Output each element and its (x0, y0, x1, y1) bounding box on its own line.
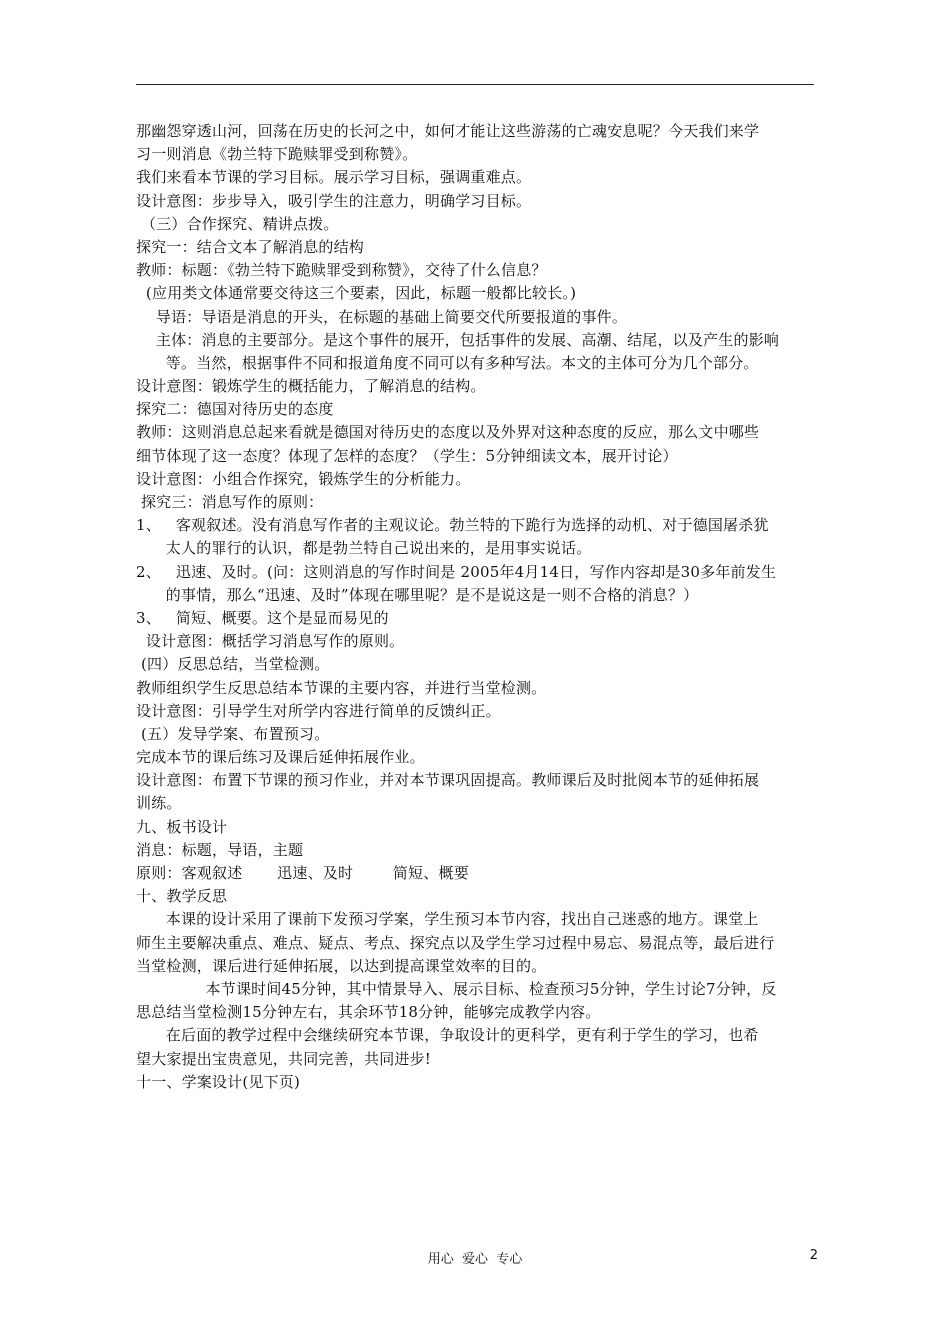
list-item: 1、 客观叙述。没有消息写作者的主观议论。勃兰特的下跪行为选择的动机、对于德国屠杀犹 (136, 516, 769, 535)
text-line: 教师：这则消息总起来看就是德国对待历史的态度以及外界对这种态度的反应，那么文中哪些 (136, 423, 760, 442)
text-line: 训练。 (136, 794, 182, 813)
text-line: 设计意图：概括学习消息写作的原则。 (136, 632, 405, 651)
text-line: 主体：消息的主要部分。是这个事件的展开，包括事件的发展、高潮、结尾，以及产生的影响 (136, 330, 780, 349)
text-line: 教师：标题：《勃兰特下跪赎罪受到称赞》，交待了什么信息？ (136, 261, 547, 280)
text-line: 探究一：结合文本了解消息的结构 (136, 237, 365, 256)
section-heading: (五）发导学案、布置预习。 (136, 724, 330, 743)
text-line: 当堂检测，课后进行延伸拓展，以达到提高课堂效率的目的。 (136, 956, 547, 975)
list-item: 2、 迅速、及时。(问：这则消息的写作时间是 2005年4月14日，写作内容却是30多年前发生 (136, 562, 777, 581)
text-line: 导语：导语是消息的开头，在标题的基础上简要交代所要报道的事件。 (136, 307, 628, 326)
text-line: 本课的设计采用了课前下发预习学案，学生预习本节内容，找出自己迷惑的地方。课堂上 (136, 910, 759, 929)
text-line: (应用类文体通常要交待这三个要素，因此，标题一般都比较长。) (136, 284, 577, 303)
text-line: 太人的罪行的认识，都是勃兰特自己说出来的，是用事实说话。 (136, 539, 592, 558)
text-line: 设计意图：引导学生对所学内容进行简单的反馈纠正。 (136, 701, 501, 720)
text-line: 习一则消息《勃兰特下跪赎罪受到称赞》。 (136, 145, 418, 164)
text-line: 在后面的教学过程中会继续研究本节课，争取设计的更科学，更有利于学生的学习，也希 (136, 1026, 759, 1045)
text-line: 完成本节的课后练习及课后延伸拓展作业。 (136, 748, 425, 767)
list-item: 3、 简短、概要。这个是显而易见的 (136, 608, 389, 627)
text-line: 消息：标题，导语，主题 (136, 840, 304, 859)
text-line: 设计意图：小组合作探究，锻炼学生的分析能力。 (136, 469, 471, 488)
section-heading: （三）合作探究、精讲点拨。 (136, 214, 339, 233)
section-heading: 九、板书设计 (136, 817, 228, 836)
text-line: 我们来看本节课的学习目标。展示学习目标，强调重难点。 (136, 168, 532, 187)
text-line: 设计意图：步步导入，吸引学生的注意力，明确学习目标。 (136, 191, 532, 210)
page-number: 2 (809, 1248, 818, 1263)
text-line: 探究三：消息写作的原则： (136, 493, 324, 511)
text-line: 的事情，那么“迅速、及时”体现在哪里呢？是不是说这是一则不合格的消息？） (136, 585, 699, 604)
section-heading: 十一、学案设计(见下页) (136, 1072, 301, 1091)
text-line: 细节体现了这一态度？体现了怎样的态度？（学生：5分钟细读文本，展开讨论） (136, 446, 678, 465)
section-heading: (四）反思总结，当堂检测。 (136, 655, 330, 674)
header-rule (136, 84, 814, 85)
text-line: 原则：客观叙述 迅速、及时 简短、概要 (136, 864, 469, 882)
section-heading: 十、教学反思 (136, 887, 228, 906)
document-body (136, 120, 816, 1094)
text-line: 教师组织学生反思总结本节课的主要内容，并进行当堂检测。 (136, 678, 547, 697)
text-line: 望大家提出宝贵意见，共同完善，共同进步! (136, 1049, 432, 1068)
text-line: 设计意图：布置下节课的预习作业，并对本节课巩固提高。教师课后及时批阅本节的延伸拓展 (136, 771, 760, 790)
text-line: 本节课时间45分钟，其中情景导入、展示目标、检查预习5分钟，学生讨论7分钟，反 (136, 979, 777, 998)
text-line: 探究二：德国对待历史的态度 (136, 400, 334, 419)
footer-motto: 用心 爱心 专心 (427, 1252, 523, 1267)
text-line: 设计意图：锻炼学生的概括能力，了解消息的结构。 (136, 377, 486, 396)
text-line: 思总结当堂检测15分钟左右，其余环节18分钟，能够完成教学内容。 (136, 1003, 601, 1022)
text-line: 师生主要解决重点、难点、疑点、考点、探究点以及学生学习过程中易忘、易混点等，最后进行 (136, 933, 775, 952)
text-line: 等。当然，根据事件不同和报道角度不同可以有多种写法。本文的主体可分为几个部分。 (136, 353, 759, 372)
text-line: 那幽怨穿透山河，回荡在历史的长河之中，如何才能让这些游荡的亡魂安息呢？今天我们来学 (136, 122, 760, 140)
